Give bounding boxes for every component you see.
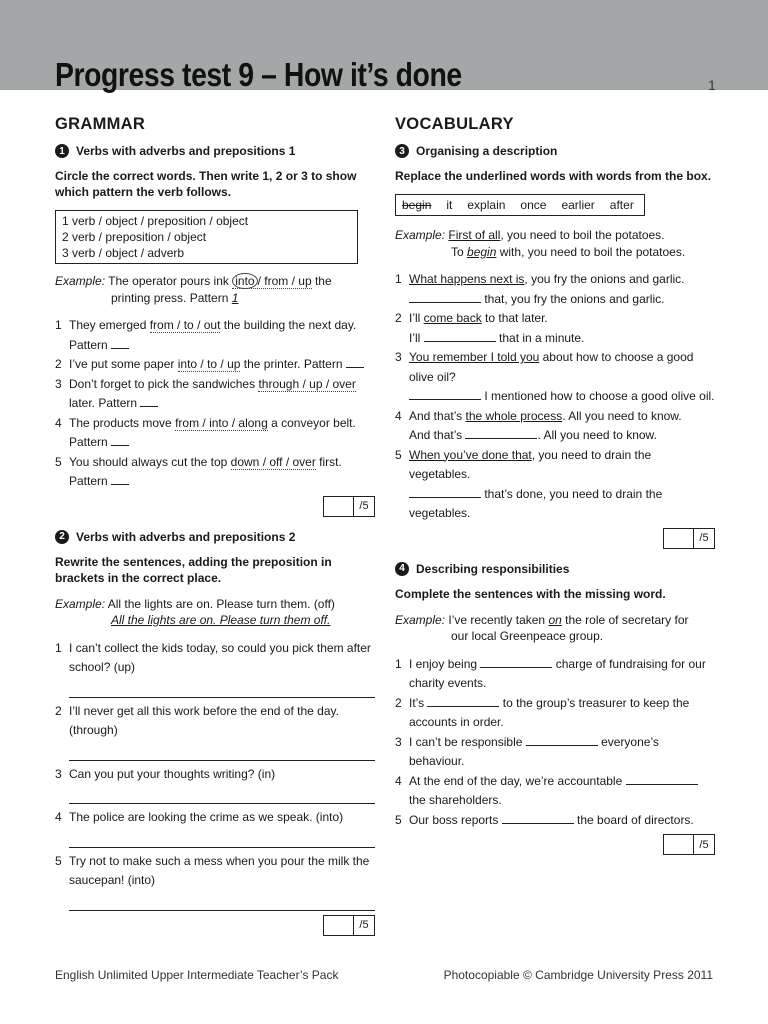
example-label: Example: xyxy=(55,596,106,611)
example-line2: our local Greenpeace group. xyxy=(451,629,604,643)
ex4-number: 4 xyxy=(395,562,409,576)
ex2-score-box xyxy=(55,915,375,936)
box-word: earlier xyxy=(561,198,595,212)
list-item xyxy=(395,446,715,524)
item-text: about how to choose a good olive oil? xyxy=(409,350,694,384)
item-text: And that’s xyxy=(409,428,466,442)
item-text: everyone’s behaviour. xyxy=(409,734,659,768)
pattern-blank[interactable] xyxy=(111,434,129,446)
list-item xyxy=(395,733,715,772)
ex4-heading-text: Describing responsibilities xyxy=(416,561,570,576)
list-item xyxy=(395,348,715,407)
ex1-heading xyxy=(55,144,375,158)
item-text: Don’t forget to pick the sandwiches xyxy=(69,376,259,391)
item-number: 3 xyxy=(55,766,62,781)
item-text: You should always cut the top xyxy=(69,454,231,469)
list-item xyxy=(55,765,375,785)
item-text: I’ll never get all this work before the end of the day. (through) xyxy=(69,703,339,737)
pattern-box xyxy=(55,210,358,264)
item-text: I’ll xyxy=(409,311,424,325)
ex3-score-box xyxy=(395,528,715,549)
item-number: 4 xyxy=(395,773,402,788)
score-total: /5 xyxy=(359,500,369,512)
item-number: 4 xyxy=(395,408,402,423)
item-options[interactable]: through / up / over xyxy=(258,376,356,391)
list-item xyxy=(395,772,715,811)
word-box xyxy=(395,194,645,216)
answer-line[interactable] xyxy=(69,678,375,698)
item-underlined: What happens next is xyxy=(409,272,525,286)
item-number: 3 xyxy=(395,734,402,749)
list-item xyxy=(55,355,375,375)
item-text: first. Pattern xyxy=(69,454,342,488)
item-text: the shareholders. xyxy=(409,793,502,807)
item-text: to the group’s treasurer to keep the accounts in order. xyxy=(409,695,690,729)
ex2-heading-text: Verbs with adverbs and prepositions 2 xyxy=(76,529,296,544)
list-item xyxy=(395,811,715,831)
ex4-heading xyxy=(395,562,715,576)
example-text: with, you need to boil the potatoes. xyxy=(496,244,686,259)
item-number: 2 xyxy=(395,695,402,710)
ex2-instruction: Rewrite the sentences, adding the preposition in brackets in the correct place. xyxy=(55,554,332,585)
item-text: the building the next day. Pattern xyxy=(69,318,357,352)
item-number: 4 xyxy=(55,415,62,430)
item-number: 5 xyxy=(55,853,62,868)
list-item xyxy=(55,453,375,492)
item-text: I’ve put some paper xyxy=(69,357,178,371)
answer-blank[interactable] xyxy=(480,656,552,668)
pattern-blank[interactable] xyxy=(111,473,129,485)
score-total: /5 xyxy=(699,838,709,851)
list-item xyxy=(395,270,715,309)
footer-right: Photocopiable © Cambridge University Press 2011 xyxy=(443,968,713,982)
example-text: The operator pours ink xyxy=(108,274,233,288)
score-input[interactable] xyxy=(664,835,694,854)
item-text: , you need to drain the vegetables. xyxy=(409,447,652,481)
list-item xyxy=(55,702,375,741)
ex1-score-box xyxy=(55,496,375,517)
answer-blank[interactable] xyxy=(424,330,496,342)
pattern-3: 3 verb / object / adverb xyxy=(62,246,185,260)
answer-blank[interactable] xyxy=(409,388,481,400)
item-text: Can you put your thoughts writing? (in) xyxy=(69,766,276,781)
example-label: Example: xyxy=(55,274,106,288)
box-word: once xyxy=(520,198,547,212)
item-options[interactable]: from / to / out xyxy=(149,318,221,332)
item-number: 5 xyxy=(55,454,62,469)
item-number: 4 xyxy=(55,810,62,824)
item-text: The products move xyxy=(69,415,176,430)
ex2-number: 2 xyxy=(55,530,69,544)
list-item xyxy=(395,407,715,446)
list-item xyxy=(395,694,715,733)
ex3-items xyxy=(395,270,715,524)
example-answer: on xyxy=(548,612,562,627)
ex2-example xyxy=(55,596,375,629)
item-number: 1 xyxy=(395,656,402,671)
ex4-example xyxy=(395,612,715,645)
answer-blank[interactable] xyxy=(626,773,698,785)
answer-blank[interactable] xyxy=(526,734,598,746)
item-number: 3 xyxy=(55,376,62,391)
item-number: 1 xyxy=(55,640,62,655)
item-text: I mentioned how to choose a good olive oil. xyxy=(481,389,715,403)
list-item xyxy=(55,375,375,414)
item-text: Our boss reports xyxy=(409,812,502,827)
item-text: I can’t be responsible xyxy=(409,734,526,749)
item-text: to that later. xyxy=(481,311,548,325)
item-number: 5 xyxy=(395,812,402,827)
box-word: it xyxy=(446,198,453,212)
item-underlined: You remember I told you xyxy=(409,350,540,364)
ex1-heading-text: Verbs with adverbs and prepositions 1 xyxy=(76,144,296,158)
ex3-instruction: Replace the underlined words with words from the box. xyxy=(395,169,712,183)
example-underlined: First of all xyxy=(448,228,501,242)
answer-blank[interactable] xyxy=(465,427,537,439)
pattern-blank[interactable] xyxy=(140,395,158,407)
item-text: I can’t collect the kids today, so could you pick them after school? (up) xyxy=(69,640,371,674)
page-title: Progress test 9 – How it’s done xyxy=(55,56,462,93)
vocabulary-column xyxy=(395,115,715,855)
item-text: It’s xyxy=(409,695,428,710)
example-options-text: / from / up xyxy=(257,274,312,288)
item-underlined: the whole process xyxy=(465,408,563,423)
item-text: And that’s xyxy=(409,408,466,423)
answer-blank[interactable] xyxy=(427,695,499,707)
list-item xyxy=(395,309,715,348)
item-options[interactable]: into / to / up xyxy=(177,357,241,371)
item-number: 2 xyxy=(55,703,62,718)
answer-line[interactable] xyxy=(69,828,375,848)
ex1-items xyxy=(55,316,375,492)
list-item xyxy=(55,852,375,891)
answer-blank[interactable] xyxy=(409,486,481,498)
ex2-heading xyxy=(55,530,375,544)
item-text: that, you fry the onions and garlic. xyxy=(481,291,665,306)
item-number: 1 xyxy=(55,318,62,332)
box-word: after xyxy=(609,198,634,212)
answer-blank[interactable] xyxy=(409,291,481,303)
item-text: I’ll xyxy=(409,330,424,345)
ex1-instruction: Circle the correct words. Then write 1, 2 or 3 to show which pattern the verb follows. xyxy=(55,169,357,199)
answer-line[interactable] xyxy=(69,784,375,804)
ex1-number: 1 xyxy=(55,144,69,158)
item-number: 2 xyxy=(55,357,62,371)
pattern-1: 1 verb / object / preposition / object xyxy=(62,214,249,228)
item-text: Try not to make such a mess when you pour the milk the saucepan! (into) xyxy=(69,853,370,887)
pattern-2: 2 verb / preposition / object xyxy=(62,230,207,244)
grammar-column xyxy=(55,115,375,936)
item-text: . All you need to know. xyxy=(537,428,657,442)
score-input[interactable] xyxy=(324,916,354,935)
example-text: the role of secretary for xyxy=(561,612,689,627)
item-number: 5 xyxy=(395,447,402,462)
box-word: explain xyxy=(467,198,506,212)
example-text: I’ve recently taken xyxy=(448,612,549,627)
item-options[interactable]: from / into / along xyxy=(175,415,268,430)
item-text: that’s done, you need to drain the vegetables. xyxy=(409,486,663,520)
page-number: 1 xyxy=(708,77,716,93)
pattern-blank[interactable] xyxy=(111,337,129,349)
list-item xyxy=(55,808,375,828)
item-number: 1 xyxy=(395,272,402,286)
answer-blank[interactable] xyxy=(502,812,574,824)
item-text: I enjoy being xyxy=(409,656,481,671)
ex4-items xyxy=(395,655,715,831)
example-label: Example: xyxy=(395,228,446,242)
example-options xyxy=(232,274,311,289)
item-text: At the end of the day, we’re accountable xyxy=(409,773,626,788)
box-word: begin xyxy=(402,198,432,212)
example-text: , you need to boil the potatoes. xyxy=(500,228,665,242)
example-answer: All the lights are on. Please turn them off. xyxy=(111,613,331,627)
ex4-score-box xyxy=(395,834,715,855)
example-circled-word: into xyxy=(232,273,257,289)
ex4-instruction: Complete the sentences with the missing word. xyxy=(395,586,666,601)
ex1-example xyxy=(55,273,375,306)
grammar-title: GRAMMAR xyxy=(55,115,146,133)
item-text: They emerged xyxy=(69,318,150,332)
item-underlined: come back xyxy=(423,311,482,325)
example-text: All the lights are on. Please turn them. (off) xyxy=(107,596,335,611)
pattern-blank[interactable] xyxy=(346,356,364,368)
example-label: Example: xyxy=(395,612,446,627)
item-text: . All you need to know. xyxy=(562,408,682,423)
item-number: 3 xyxy=(395,350,402,364)
item-text: a conveyor belt. Pattern xyxy=(69,415,356,449)
item-underlined: When you’ve done that xyxy=(409,447,532,462)
item-number: 2 xyxy=(395,311,402,325)
example-answer: 1 xyxy=(231,290,239,305)
example-answer: begin xyxy=(467,244,497,259)
score-input[interactable] xyxy=(324,497,354,516)
ex2-items xyxy=(55,639,375,911)
answer-line[interactable] xyxy=(69,741,375,761)
example-line2: printing press. Pattern xyxy=(111,290,232,305)
ex3-heading xyxy=(395,144,715,158)
ex3-example xyxy=(395,227,715,260)
ex3-number: 3 xyxy=(395,144,409,158)
item-text: the printer. Pattern xyxy=(240,357,346,371)
vocabulary-title: VOCABULARY xyxy=(395,115,514,133)
item-text: charge of fundraising for our charity events. xyxy=(409,656,706,690)
footer-left: English Unlimited Upper Intermediate Teacher’s Pack xyxy=(55,968,339,982)
score-total: /5 xyxy=(359,919,369,931)
example-text-post: the xyxy=(311,274,332,288)
score-total: /5 xyxy=(699,532,709,544)
score-input[interactable] xyxy=(664,529,694,548)
list-item xyxy=(55,414,375,453)
item-text: later. Pattern xyxy=(69,396,141,410)
answer-line[interactable] xyxy=(69,891,375,911)
example-text: To xyxy=(451,244,468,259)
item-text: , you fry the onions and garlic. xyxy=(524,272,685,286)
ex3-heading-text: Organising a description xyxy=(416,144,558,158)
list-item xyxy=(55,316,375,355)
list-item xyxy=(55,639,375,678)
list-item xyxy=(395,655,715,694)
item-text: the board of directors. xyxy=(573,812,694,827)
item-options[interactable]: down / off / over xyxy=(230,454,316,469)
item-text: The police are looking the crime as we speak. (into) xyxy=(69,810,344,824)
item-text: that in a minute. xyxy=(495,330,585,345)
